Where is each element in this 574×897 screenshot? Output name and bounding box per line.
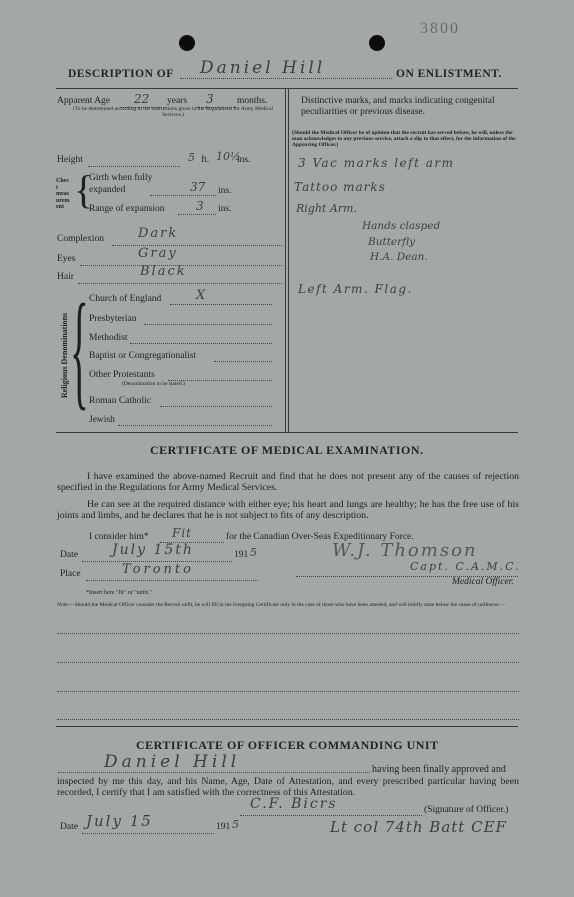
girth-unit: ins. xyxy=(218,186,232,196)
commanding-signature-line xyxy=(240,815,422,816)
religion-line xyxy=(160,406,272,407)
religion-line xyxy=(170,304,272,305)
hair-label: Hair xyxy=(57,272,74,282)
unfitness-line xyxy=(57,719,519,720)
religion-line xyxy=(214,361,272,362)
commanding-approved: having been finally approved and xyxy=(372,764,506,775)
religion-line xyxy=(118,425,272,426)
denomination-note: (Denomination to be stated.) xyxy=(122,381,185,387)
insert-note: *Insert here "fit" or "unfit." xyxy=(86,590,152,596)
range-line xyxy=(178,214,216,215)
commanding-date-value: July 15 xyxy=(86,812,153,830)
chest-brace: { xyxy=(74,167,94,212)
punch-hole xyxy=(369,35,385,51)
medical-para2: He can see at the required distance with either eye; his heart and lungs are healthy; he has the free use of his joints and limbs, and he declares that he is not subject to fits of any description. xyxy=(57,499,519,521)
complexion-value: Dark xyxy=(138,226,179,241)
medical-para1: I have examined the above-named Recruit and find that he does not present any of the causes of rejection specified in the Regulations for Army Medical Services. xyxy=(57,471,519,493)
religion-line xyxy=(144,324,272,325)
unfitness-line xyxy=(57,633,519,634)
commanding-date-line xyxy=(82,833,214,834)
height-line xyxy=(88,166,180,167)
range-value: 3 xyxy=(196,199,204,213)
commanding-rank: Lt col 74th Batt CEF xyxy=(330,818,507,836)
marks-line: Butterfly xyxy=(368,236,416,248)
commanding-signature: C.F. Bicrs xyxy=(250,796,338,812)
top-rule xyxy=(56,88,518,89)
height-ins: 10½ xyxy=(216,150,241,163)
place-line xyxy=(86,580,258,581)
section-rule xyxy=(56,432,518,433)
commanding-name-line xyxy=(58,772,370,773)
commanding-signature-label: (Signature of Officer.) xyxy=(424,805,509,815)
consider-suffix: for the Canadian Over-Seas Expeditionary Force. xyxy=(226,532,414,542)
eyes-value: Gray xyxy=(138,246,178,261)
height-ft: 5 xyxy=(188,151,195,164)
apparent-age-years: 22 xyxy=(134,92,150,106)
chest-label: Chest measurement xyxy=(56,178,70,210)
marks-line: Left Arm. Flag. xyxy=(298,282,413,296)
hair-line xyxy=(78,283,282,284)
commanding-para: inspected by me this day, and his Name, Age, Date of Attestation, and every prescribed particular having been recorded, I certify that I am satisfied with the correctness of this Attestation. xyxy=(57,776,519,798)
place-value: Toronto xyxy=(122,562,194,577)
unfitness-line xyxy=(57,662,519,663)
religion-mark: X xyxy=(196,288,206,303)
consider-value: Fit xyxy=(172,526,192,540)
distinctive-heading: Distinctive marks, and marks indicating congenital peculiarities or previous disease. xyxy=(301,96,495,117)
eyes-label: Eyes xyxy=(57,254,76,264)
religion-brace: { xyxy=(70,278,89,422)
recruit-name: Daniel Hill xyxy=(200,58,326,78)
months-label: months. xyxy=(237,96,268,106)
apparent-age-label: Apparent Age xyxy=(57,96,111,106)
religion-methodist: Methodist xyxy=(89,333,128,343)
age-note: (To be determined according to the instructions given in the Regulations for Army Medical Services.) xyxy=(72,106,274,118)
name-line xyxy=(180,78,392,79)
hair-value: Black xyxy=(140,264,187,279)
years-label: years xyxy=(167,96,188,106)
complexion-label: Complexion xyxy=(57,234,104,244)
marks-line: 3 Vac marks left arm xyxy=(298,156,455,170)
ft-label: ft. xyxy=(201,155,210,165)
religion-label: Religious Denominations xyxy=(60,312,69,398)
punch-hole xyxy=(179,35,195,51)
religion-presbyterian: Presbyterian xyxy=(89,314,137,324)
officer-note: (Should the Medical Officer be of opinion that the recruit has served before, he will, unless the man acknowledges to any previous service, attach a slip to that effect, for the information of the Approving Officer.) xyxy=(292,130,516,148)
commanding-year-suffix: 5 xyxy=(232,818,239,831)
medical-signature: W.J. Thomson xyxy=(332,540,478,561)
place-label: Place xyxy=(60,569,81,579)
girth-line xyxy=(150,195,216,196)
medical-date-value: July 15th xyxy=(112,542,194,558)
commanding-heading: CERTIFICATE OF OFFICER COMMANDING UNIT xyxy=(136,738,439,752)
marks-line: Tattoo marks xyxy=(294,180,386,194)
section-rule xyxy=(56,726,518,727)
unfitness-line xyxy=(57,691,519,692)
range-label: Range of expansion xyxy=(89,204,165,214)
stamp-number: 3800 xyxy=(420,20,460,37)
medical-officer-label: Medical Officer. xyxy=(452,577,514,587)
religion-roman-catholic: Roman Catholic xyxy=(89,396,152,406)
column-divider xyxy=(285,88,286,432)
medical-date-label: Date xyxy=(60,550,78,560)
medical-heading: CERTIFICATE OF MEDICAL EXAMINATION. xyxy=(150,443,424,457)
religion-other-protestants: Other Protestants xyxy=(89,370,155,380)
religion-line xyxy=(130,343,272,344)
commanding-year-prefix: 191 xyxy=(216,822,231,832)
header-title-left: DESCRIPTION OF xyxy=(68,68,174,80)
height-label: Height xyxy=(57,155,83,165)
religion-church-of-england: Church of England xyxy=(89,294,162,304)
girth-label: Girth when fully expanded xyxy=(89,173,153,195)
medical-year-suffix: 5 xyxy=(250,546,257,559)
consider-prefix: I consider him* xyxy=(89,532,149,542)
header-title-right: ON ENLISTMENT. xyxy=(396,68,502,80)
ins-label: ins. xyxy=(237,155,251,165)
range-unit: ins. xyxy=(218,204,232,214)
marks-line: H.A. Dean. xyxy=(370,251,428,263)
column-divider xyxy=(288,88,289,432)
marks-line: Hands clasped xyxy=(362,220,441,232)
commanding-name: Daniel Hill xyxy=(104,752,241,772)
medical-signature-title: Capt. C.A.M.C. xyxy=(410,560,521,573)
marks-line: Right Arm. xyxy=(296,202,357,215)
religion-jewish: Jewish xyxy=(89,415,115,425)
girth-value: 37 xyxy=(190,180,206,194)
religion-baptist: Baptist or Congregationalist xyxy=(89,351,197,361)
commanding-date-label: Date xyxy=(60,822,78,832)
medical-year-prefix: 191 xyxy=(234,550,249,560)
medical-note: Note.—Should the Medical Officer consider the Recruit unfit, he will fill in the foregoing Certificate only in the case of those who have been attested, and will briefly state below the cause of unfitness:— xyxy=(57,602,506,608)
apparent-age-months: 3 xyxy=(206,92,214,106)
